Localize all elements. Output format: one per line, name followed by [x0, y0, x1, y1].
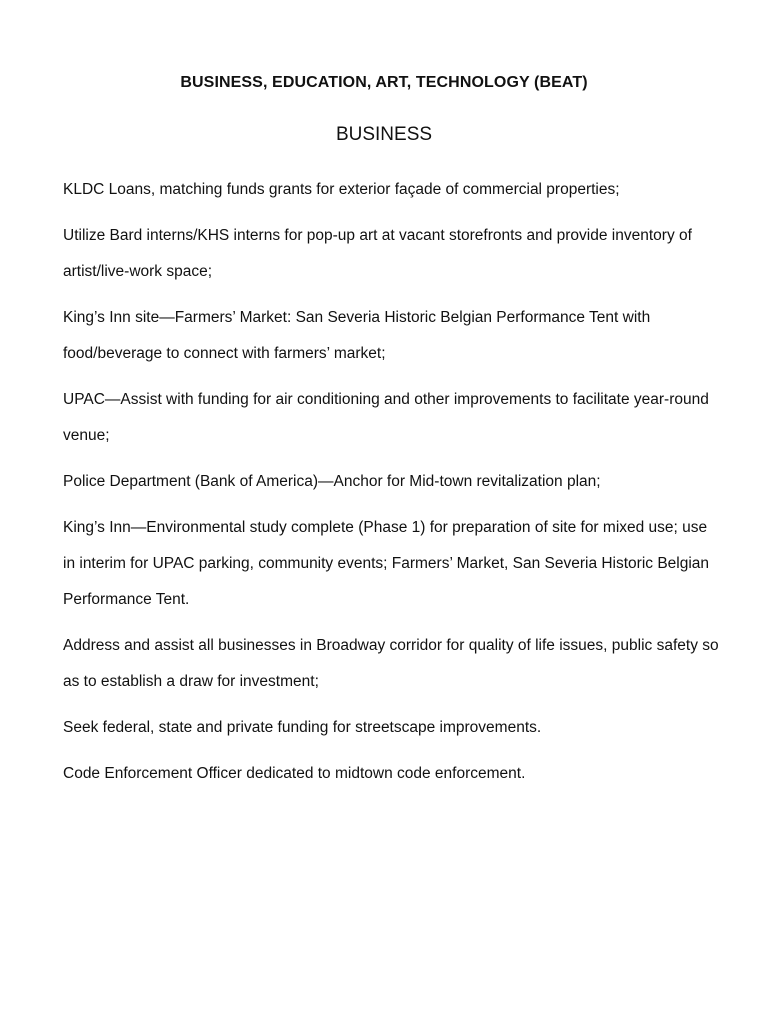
- document-title: BUSINESS, EDUCATION, ART, TECHNOLOGY (BEAT): [180, 74, 588, 91]
- list-item: Utilize Bard interns/KHS interns for pop-up art at vacant storefronts and provide inventory of artist/live-work space;: [63, 227, 692, 280]
- list-item: Code Enforcement Officer dedicated to midtown code enforcement.: [63, 765, 526, 782]
- list-item: Address and assist all businesses in Broadway corridor for quality of life issues, public safety so as to establish a draw for investment;: [63, 637, 719, 690]
- list-item: King’s Inn site—Farmers’ Market: San Severia Historic Belgian Performance Tent with food/beverage to connect with farmers’ market;: [63, 309, 651, 362]
- list-item: Police Department (Bank of America)—Anchor for Mid-town revitalization plan;: [63, 473, 601, 490]
- list-item: KLDC Loans, matching funds grants for exterior façade of commercial properties;: [63, 181, 620, 198]
- item-list: [63, 172, 723, 802]
- list-item: Seek federal, state and private funding for streetscape improvements.: [63, 719, 542, 736]
- section-heading: BUSINESS: [335, 124, 433, 145]
- list-item: UPAC—Assist with funding for air conditioning and other improvements to facilitate year-round venue;: [63, 391, 709, 444]
- list-item: King’s Inn—Environmental study complete (Phase 1) for preparation of site for mixed use; use in interim for UPAC parking, community events; Farmers’ Market, San Severia Historic Belgian Performance Tent.: [63, 519, 710, 608]
